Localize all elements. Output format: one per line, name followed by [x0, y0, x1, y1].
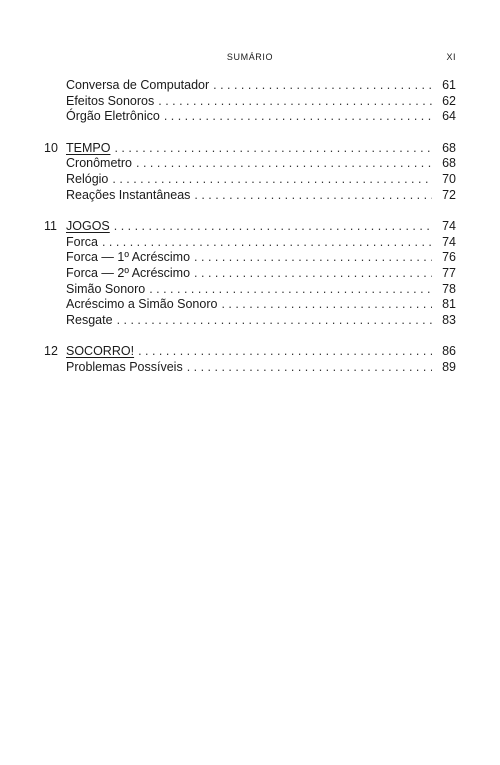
toc-entry-title: Efeitos Sonoros [66, 93, 155, 108]
chapter-page: 74 [442, 219, 456, 234]
toc-entry-title: Conversa de Computador [66, 78, 210, 92]
toc-entry-title: Acréscimo a Simão Sonoro [66, 297, 218, 312]
toc-chapter [42, 219, 456, 235]
toc-entry-page: 70 [442, 171, 456, 186]
leader-dots [114, 219, 432, 235]
chapter-page: 68 [442, 140, 456, 155]
toc-entry-page: 76 [442, 250, 456, 265]
toc-entry-page: 64 [442, 109, 456, 124]
toc-entry [42, 282, 456, 298]
toc-entry-title: Simão Sonoro [66, 281, 146, 296]
toc-entry [42, 297, 456, 313]
toc-entry-page: 72 [442, 187, 456, 202]
leader-dots [138, 344, 432, 360]
toc-entry [42, 313, 456, 329]
toc-entry-title: Relógio [66, 171, 109, 186]
toc-entry [42, 172, 456, 188]
toc-entry-title: Reações Instantâneas [66, 187, 191, 202]
leader-dots [102, 235, 432, 251]
toc-entry [42, 250, 456, 266]
toc-entry-title: Forca — 1º Acréscimo [66, 250, 191, 265]
toc-entry-title: Resgate [66, 312, 113, 327]
toc-chapter [42, 141, 456, 157]
leader-dots [194, 250, 432, 266]
chapter-number: 11 [44, 219, 57, 234]
toc-entry [42, 266, 456, 282]
page-number: XI [446, 52, 456, 62]
running-head [0, 52, 500, 66]
leader-dots [149, 282, 432, 298]
toc-entry-page: 83 [442, 312, 456, 327]
toc-entry-title: Forca — 2º Acréscimo [66, 265, 191, 280]
leader-dots [213, 78, 432, 94]
toc-entry-page: 89 [442, 359, 456, 374]
toc-entry-title: Cronômetro [66, 156, 132, 171]
chapter-title: TEMPO [66, 140, 111, 155]
toc-entry-page: 62 [442, 93, 456, 108]
toc-chapter [42, 344, 456, 360]
toc-entry-title: Problemas Possíveis [66, 359, 183, 374]
leader-dots [194, 266, 432, 282]
toc-entry-title: Forca [66, 234, 98, 249]
toc-entry [42, 156, 456, 172]
toc-entry-title: Órgão Eletrônico [66, 109, 160, 124]
leader-dots [221, 297, 432, 313]
page-title: SUMÁRIO [226, 52, 274, 62]
leader-dots [117, 313, 432, 329]
chapter-title: JOGOS [66, 219, 110, 234]
leader-dots [158, 94, 432, 110]
toc-entry [42, 78, 456, 94]
chapter-number: 12 [44, 344, 58, 359]
toc-entry-page: 78 [442, 281, 456, 296]
toc-entry-page: 77 [442, 265, 456, 280]
toc-entry [42, 235, 456, 251]
toc-entry-page: 81 [442, 297, 456, 312]
toc-entry-page: 61 [442, 78, 456, 92]
chapter-number: 10 [44, 140, 58, 155]
toc-entry [42, 188, 456, 204]
chapter-title: SOCORRO! [66, 344, 135, 359]
toc-entry-page: 68 [442, 156, 456, 171]
toc-entry [42, 360, 456, 376]
leader-dots [187, 360, 432, 376]
leader-dots [136, 156, 432, 172]
table-of-contents [42, 78, 456, 376]
leader-dots [164, 109, 432, 125]
leader-dots [194, 188, 432, 204]
leader-dots [114, 141, 432, 157]
toc-entry [42, 94, 456, 110]
toc-entry-page: 74 [442, 234, 456, 249]
leader-dots [112, 172, 432, 188]
toc-entry [42, 109, 456, 125]
chapter-page: 86 [442, 344, 456, 359]
